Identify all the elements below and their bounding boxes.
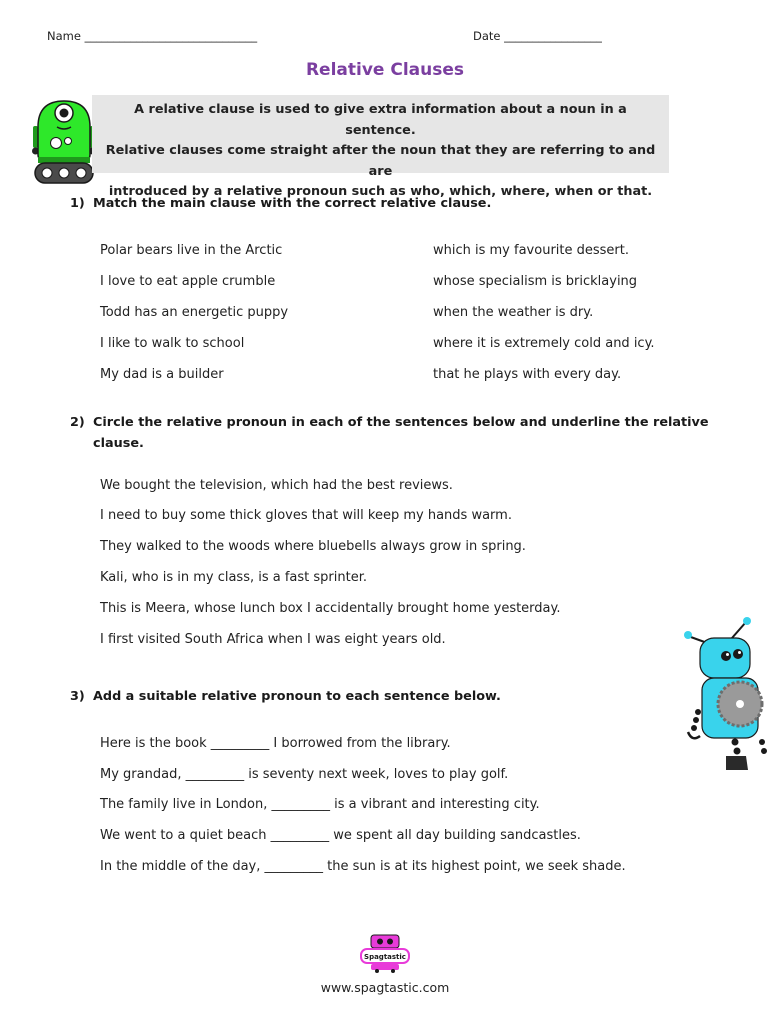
relative-clause: that he plays with every day. [433,367,622,382]
green-robot-illustration [30,97,98,187]
question-number: 2) [70,415,85,430]
sentence: They walked to the woods where bluebells always grow in spring. [100,539,526,554]
date-field-label: Date _________________ [473,29,602,43]
relative-clause: whose specialism is bricklaying [433,274,638,289]
question-instruction: Circle the relative pronoun in each of the sentences below and underline the relative [93,415,709,430]
footer-url[interactable]: www.spagtastic.com [320,980,450,995]
sentence: I need to buy some thick gloves that will keep my hands warm. [100,508,512,523]
main-clause: Polar bears live in the Arctic [100,243,283,258]
sentence: I first visited South Africa when I was eight years old. [100,632,446,647]
name-field-label: Name ______________________________ [47,29,258,43]
intro-line: A relative clause is used to give extra information about a noun in a sentence. [134,102,627,138]
question-1-heading [70,193,710,214]
spagtastic-logo [358,932,412,974]
fill-in-sentence: My grandad, _________ is seventy next week, loves to play golf. [100,767,509,782]
sentence: We bought the television, which had the best reviews. [100,478,453,493]
fill-in-sentence: We went to a quiet beach _________ we spent all day building sandcastles. [100,828,581,843]
fill-in-sentence: Here is the book _________ I borrowed from the library. [100,736,451,751]
intro-line: introduced by a relative pronoun such as who, which, where, when or that. [108,184,653,199]
question-instruction: clause. [93,436,144,451]
intro-definition-box [92,95,669,199]
question-instruction: Add a suitable relative pronoun to each sentence below. [93,689,501,704]
question-number: 3) [70,689,85,704]
page-title: Relative Clauses [305,60,465,80]
question-3-heading [70,686,710,707]
sentence: Kali, who is in my class, is a fast sprinter. [100,570,367,585]
relative-clause: when the weather is dry. [433,305,594,320]
main-clause: Todd has an energetic puppy [100,305,289,320]
relative-clause: which is my favourite dessert. [433,243,629,258]
main-clause: My dad is a builder [100,367,224,382]
main-clause: I love to eat apple crumble [100,274,276,289]
fill-in-sentence: In the middle of the day, _________ the sun is at its highest point, we seek shade. [100,859,626,874]
main-clause: I like to walk to school [100,336,245,351]
question-instruction: Match the main clause with the correct relative clause. [93,196,492,211]
logo-wordmark: Spagtastic [364,953,406,961]
relative-clause: where it is extremely cold and icy. [433,336,655,351]
fill-in-sentence: The family live in London, _________ is a vibrant and interesting city. [100,797,540,812]
question-number: 1) [70,196,85,211]
question-2-heading [70,412,710,454]
sentence: This is Meera, whose lunch box I accidentally brought home yesterday. [100,601,561,616]
intro-line: Relative clauses come straight after the noun that they are referring to and are [105,143,656,179]
